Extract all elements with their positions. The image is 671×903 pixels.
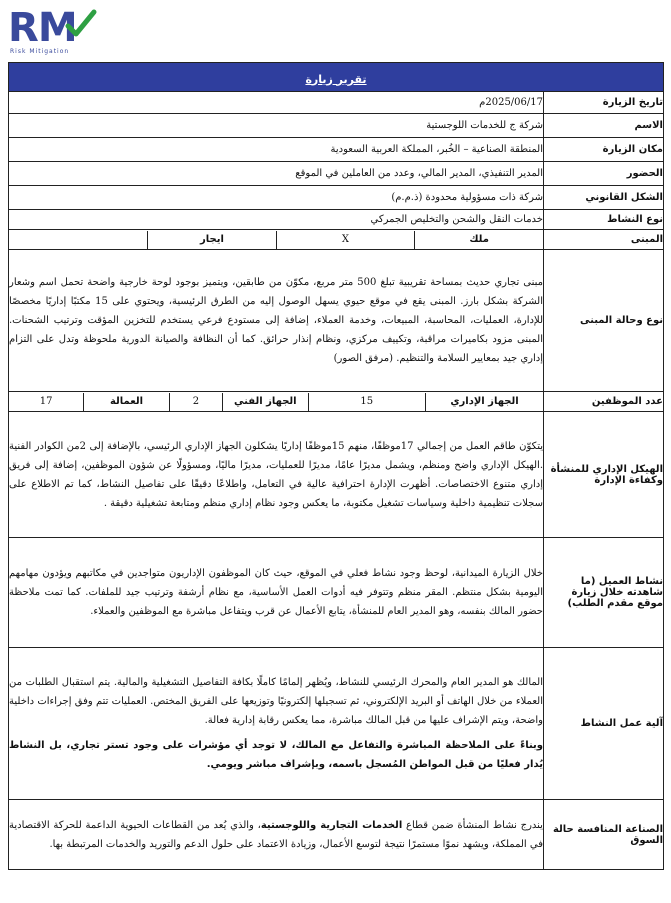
structure-label: الهيكل الإداري للمنشأة وكفاءة الإدارة [544,412,664,538]
building-status-label: نوع وحالة المبنى [544,250,664,392]
visit-place-label: مكان الزيارة [544,138,664,162]
row-client-activity [9,538,664,648]
logo-subtitle: Risk Mitigation [10,48,70,55]
legal-form-value: شركة ذات مسؤولية محدودة (ذ.م.م) [9,186,544,210]
legal-form-label: الشكل القانوني [544,186,664,210]
attendance-value: المدير التنفيذي، المدير المالي، وعدد من العاملين في الموقع [9,162,544,186]
activity-type-value: خدمات النقل والشحن والتخليص الجمركي [9,210,544,230]
logo-letter-r: R [8,5,38,51]
visit-report-table [8,62,664,870]
attendance-label: الحضور [544,162,664,186]
row-building-status [9,250,664,392]
row-mechanism [9,648,664,800]
mechanism-label: آلية عمل النشاط [544,648,664,800]
market-label: الصناعة المنافسة حالة السوق [544,800,664,870]
logo-letter-m: M [37,5,77,51]
building-owned-mark: X [276,231,415,249]
building-label: المبنى [544,230,664,250]
row-activity-type [9,210,664,230]
name-value: شركة ج للخدمات اللوجستية [9,114,544,138]
report-title-row [9,63,664,92]
market-text: يندرج نشاط المنشأة ضمن قطاع الخدمات التجارية واللوجستية، والذي يُعد من القطاعات الحيوية الداعمة للحركة الاقتصادية في المملكة، ويشهد نموًا مستمرًا نتيجة لتوسع الأعمال، وزيادة الاعتماد على حلول الدعم والتوريد والخدمات المرتبطة بها. [9,819,543,850]
row-structure [9,412,664,538]
admin-staff-label: الجهاز الإداري [426,393,543,411]
row-visit-place [9,138,664,162]
market-sector-name: الخدمات التجارية واللوجستية [260,819,403,831]
tech-staff-label: الجهاز الفني [223,393,308,411]
name-label: الاسم [544,114,664,138]
mechanism-conclusion: وبناءً على الملاحظة المباشرة والتفاعل مع المالك، لا توجد أي مؤشرات على وجود تستر تجاري، بل النشاط يُدار فعليًا من قبل المواطن المُسجل باسمه، وبإشراف مباشر ويومي. [9,740,543,770]
building-rent-mark [9,231,148,249]
row-name [9,114,664,138]
visit-date-value: 2025/06/17م [9,92,544,114]
client-activity-text: خلال الزيارة الميدانية، لوحظ وجود نشاط فعلي في الموقع، حيث كان الموظفون الإداريون متواجدين في مكاتبهم ويؤدون مهامهم اليومية بشكل منتظم. المقر منظم وتتوفر فيه أدوات العمل الأساسية، مع نظام أرشفة وترتيب جيد للملفات. كما تمت ملاحظة حضور المالك بنفسه، وهو المدير العام للمنشأة، يتابع الأعمال عن قرب ويتفاعل مباشرة مع الموظفين والعملاء. [9,568,543,617]
building-ownership-table [9,231,543,249]
labor-value: 17 [39,396,53,407]
building-status-text: مبنى تجاري حديث بمساحة تقريبية تبلغ 500 متر مربع، مكوّن من طابقين، ويتميز بوجود لوحة خارجية واضحة تحمل اسم وشعار الشركة بشكل بارز. المبنى يقع في موقع حيوي يسهل الوصول إليه من الطرق الرئيسية، ويحتوي على 15 مكتبًا إداريًا مخصصًا للإدارة، العمليات، المحاسبة، المبيعات، وخدمة العملاء، إضافة إلى مستودع فرعي يستخدم للتخزين المؤقت وترتيب الشحنات. المبنى مزود بكاميرات مراقبة، وتكييف مركزي، ونظام إنذار حرائق. كما أن النظافة والصيانة الدورية ملحوظة وتدل على التزام إداري جيد بمعايير السلامة والتنظيم. (مرفق الصور) [9,277,543,364]
row-visit-date [9,92,664,114]
admin-staff-value: 15 [308,393,425,411]
building-rent-label: ايجار [148,231,276,249]
employees-table [9,393,543,411]
row-building [9,230,664,250]
row-legal-form [9,186,664,210]
activity-type-label: نوع النشاط [544,210,664,230]
building-owned-label: ملك [415,231,543,249]
tech-staff-value: 2 [169,393,222,411]
visit-place-value: المنطقة الصناعية – الخُبر، المملكة العربية السعودية [9,138,544,162]
employees-label: عدد الموظفين [544,392,664,412]
labor-label: العمالة [84,393,169,411]
mechanism-text: المالك هو المدير العام والمحرك الرئيسي للنشاط، ويُظهر إلمامًا كاملًا بكافة التفاصيل التشغيلية والمالية. يتم استقبال الطلبات من العملاء من خلال الهاتف أو البريد الإلكتروني، ثم تسجيلها إلكترونيًا وتوزيعها على الفريق المختص. العمليات تتم وفق إجراءات داخلية واضحة، ويتم الإشراف عليها من قبل المالك مباشرة، مما يعكس رقابة إدارية فعالة. [9,677,543,726]
client-activity-label: نشاط العميل (ما شاهدته خلال زيارة موقع مقدم الطلب) [544,538,664,648]
checkmark-icon [64,8,98,42]
row-attendance [9,162,664,186]
row-market [9,800,664,870]
visit-date-label: تاريخ الزيارة [544,92,664,114]
report-title: تقرير زيارة [305,72,367,86]
row-employees [9,392,664,412]
company-logo [8,6,128,58]
structure-text: يتكوّن طاقم العمل من إجمالي 17موظفًا، منهم 15موظفًا إداريًا يشكلون الجهاز الإداري الرئيسي، بالإضافة إلى 2من الكوادر الفنية .الهيكل الإداري واضح ومنظم، ويشمل مديرًا عامًا، مديرًا للعمليات، مديرًا ماليًا، ومسؤولًا عن شؤون الموظفين، إضافة إلى فريق إداري متنوع الاختصاصات. أظهرت الإدارة احترافية عالية في التعامل، واطلاعًا دقيقًا على تفاصيل النشاط، كما تم الاطلاع على سجلات تنظيمية داخلية وسياسات تشغيل مكتوبة، ما يعكس وجود نظام إداري منظم ومتابعة تشغيلية دقيقة . [9,440,544,509]
